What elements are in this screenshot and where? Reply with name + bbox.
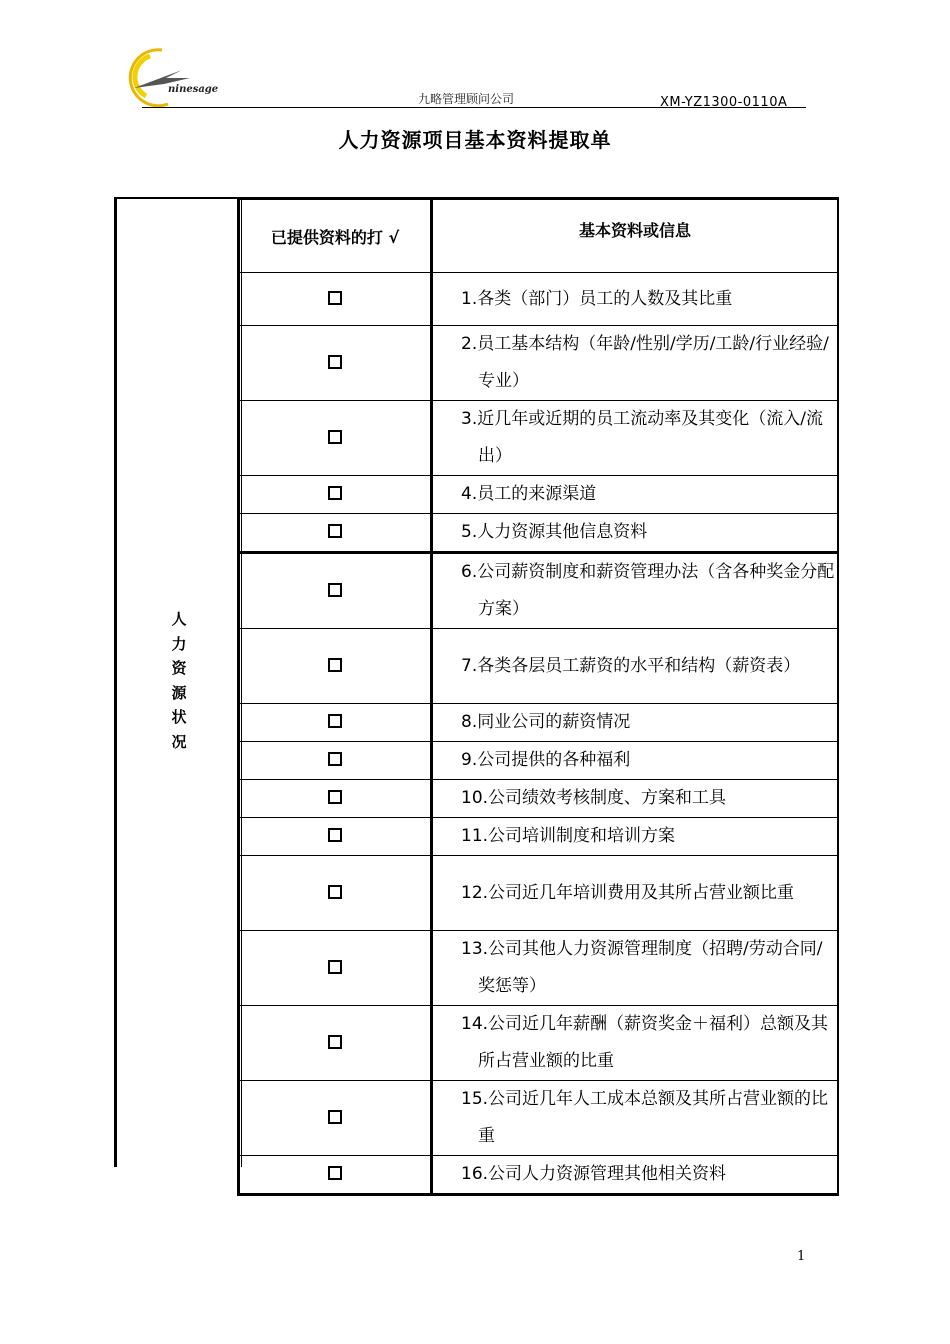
checkbox[interactable] (328, 486, 342, 500)
company-logo (128, 44, 228, 108)
checkbox[interactable] (328, 1110, 342, 1124)
table-row (239, 326, 839, 401)
item-text: 人力资源其他信息资料 (477, 522, 648, 542)
table-row (239, 856, 839, 931)
checkbox[interactable] (328, 1166, 342, 1180)
checkbox-cell (239, 1081, 432, 1156)
info-cell (432, 326, 839, 401)
item-text: 公司近几年薪酬（薪资奖金＋福利）总额及其所占营业额的比重 (478, 1014, 829, 1071)
item-text: 近几年或近期的员工流动率及其变化（流入/流出） (477, 409, 823, 466)
checkbox-cell (239, 401, 432, 476)
info-cell (432, 780, 839, 818)
table-row (239, 742, 839, 780)
checkbox-cell (239, 1156, 432, 1195)
checkbox-cell (239, 818, 432, 856)
info-cell (432, 931, 839, 1006)
item-number: 8. (461, 712, 478, 732)
item-number: 12. (461, 882, 489, 903)
info-cell (432, 704, 839, 742)
checkbox[interactable] (328, 355, 342, 369)
item-text: 各类（部门）员工的人数及其比重 (477, 288, 733, 309)
item-text: 员工基本结构（年龄/性别/学历/工龄/行业经验/专业） (477, 334, 829, 391)
item-text: 公司绩效考核制度、方案和工具 (488, 788, 727, 808)
info-column-header: 基本资料或信息 (432, 199, 839, 273)
checkbox[interactable] (328, 583, 342, 597)
checkbox-cell (239, 553, 432, 629)
header-rule (142, 107, 806, 108)
item-text: 员工的来源渠道 (477, 484, 597, 504)
check-column-header: 已提供资料的打 √ (239, 199, 432, 273)
checkbox-cell (239, 704, 432, 742)
checkbox[interactable] (328, 430, 342, 444)
info-cell (432, 856, 839, 931)
item-number: 4. (461, 484, 478, 504)
item-number: 10. (461, 788, 489, 808)
item-number: 6. (461, 562, 478, 582)
checkbox-cell (239, 514, 432, 553)
page-title: 人力资源项目基本资料提取单 (338, 128, 612, 152)
checkbox[interactable] (328, 790, 342, 804)
info-cell (432, 818, 839, 856)
data-table-wrapper (237, 197, 838, 1184)
checkbox-cell (239, 780, 432, 818)
checkbox-cell (239, 931, 432, 1006)
table-row (239, 629, 839, 704)
table-row (239, 931, 839, 1006)
checkbox[interactable] (328, 524, 342, 538)
item-number: 16. (461, 1164, 489, 1184)
checkbox-cell (239, 326, 432, 401)
item-text: 公司培训制度和培训方案 (488, 826, 676, 846)
info-cell (432, 629, 839, 704)
table-row (239, 553, 839, 629)
info-cell (432, 1156, 839, 1195)
table-row (239, 273, 839, 326)
checkbox-cell (239, 629, 432, 704)
info-cell (432, 742, 839, 780)
table-row (239, 476, 839, 514)
page-number: 1 (797, 1249, 806, 1264)
item-number: 5. (461, 522, 478, 542)
item-text: 同业公司的薪资情况 (477, 712, 631, 732)
item-text: 公司薪资制度和薪资管理办法（含各种奖金分配方案） (477, 562, 835, 619)
item-text: 各类各层员工薪资的水平和结构（薪资表） (477, 655, 801, 676)
table-header-row (239, 199, 839, 273)
checkbox[interactable] (328, 291, 342, 305)
item-number: 7. (461, 655, 478, 676)
info-cell (432, 401, 839, 476)
checkbox[interactable] (328, 960, 342, 974)
table-row (239, 514, 839, 553)
svg-text:ninesage: ninesage (168, 84, 219, 95)
data-table (237, 197, 839, 1196)
table-row (239, 780, 839, 818)
table-row (239, 1006, 839, 1081)
section-label-cell (114, 197, 242, 1167)
info-cell (432, 514, 839, 553)
table-row (239, 1081, 839, 1156)
table-row (239, 818, 839, 856)
item-number: 14. (461, 1014, 489, 1034)
info-cell (432, 1081, 839, 1156)
item-text: 公司人力资源管理其他相关资料 (488, 1164, 727, 1184)
section-label: 人 力 资 源 状 况 (171, 610, 187, 751)
item-text: 公司提供的各种福利 (477, 750, 631, 770)
checkbox[interactable] (328, 1035, 342, 1049)
checkbox-cell (239, 476, 432, 514)
table-row (239, 1156, 839, 1195)
info-cell (432, 476, 839, 514)
checkbox[interactable] (328, 714, 342, 728)
company-name: 九略管理顾问公司 (418, 92, 515, 106)
checkbox-cell (239, 1006, 432, 1081)
checkbox-cell (239, 273, 432, 326)
item-number: 2. (461, 334, 478, 354)
checkbox[interactable] (328, 752, 342, 766)
checkbox[interactable] (328, 658, 342, 672)
info-cell (432, 553, 839, 629)
item-number: 9. (461, 750, 478, 770)
item-number: 3. (461, 409, 478, 429)
item-text: 公司其他人力资源管理制度（招聘/劳动合同/奖惩等） (478, 939, 823, 996)
info-cell (432, 273, 839, 326)
item-text: 公司近几年人工成本总额及其所占营业额的比重 (478, 1089, 829, 1146)
checkbox[interactable] (328, 885, 342, 899)
table-row (239, 704, 839, 742)
item-text: 公司近几年培训费用及其所占营业额比重 (488, 882, 795, 903)
checkbox-cell (239, 742, 432, 780)
item-number: 11. (461, 826, 489, 846)
checkbox-cell (239, 856, 432, 931)
checkbox[interactable] (328, 828, 342, 842)
info-cell (432, 1006, 839, 1081)
item-number: 15. (461, 1089, 489, 1109)
table-row (239, 401, 839, 476)
item-number: 1. (461, 288, 478, 309)
document-number: XM-YZ1300-0110A (660, 95, 788, 110)
item-number: 13. (461, 939, 489, 959)
